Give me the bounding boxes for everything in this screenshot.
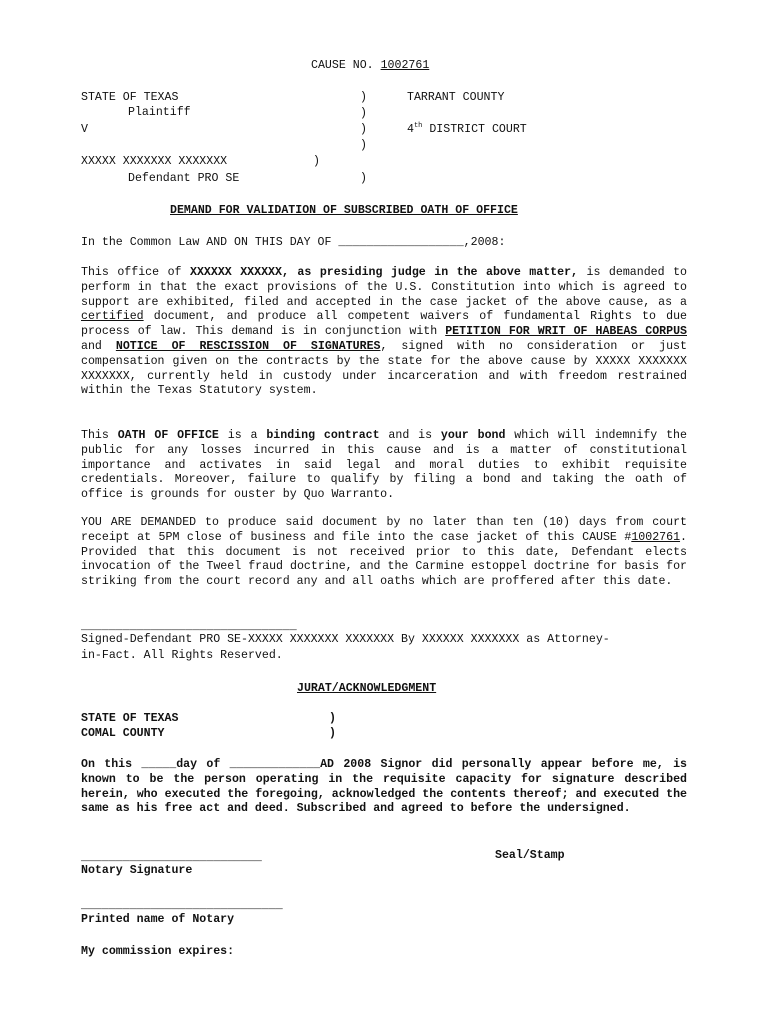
caption-paren: ) <box>360 91 367 104</box>
paragraph-demand: This office of XXXXXX XXXXXX, as presiding judge in the above matter, is demanded to perform in that the exact provisions of the U.S. Constitution into which is agreed to support are exhibited, filed and accepted in the case jacket of the above cause, as a certified document, and produce all competent waivers of fundamental Rights to due process of law. This demand is in conjunction with PETITION FOR WRIT OF HABEAS CORPUS and NOTICE OF RESCISSION OF SIGNATURES, signed with no consideration or just compensation given on the contracts by the state for the above cause by XXXXX XXXXXXX XXXXXXX, currently held in custody under incarceration and with freedom restrained within the Texas Statutory system. <box>81 266 687 398</box>
caption-paren: ) <box>360 172 367 185</box>
judge-name: XXXXXX XXXXXX, as presiding judge in the above matter, <box>189 266 578 279</box>
plaintiff-name: STATE OF TEXAS <box>81 91 179 104</box>
habeas-corpus-ref: PETITION FOR WRIT OF HABEAS CORPUS <box>445 325 687 339</box>
jurat-county: COMAL COUNTY <box>81 727 165 740</box>
signature-line: _______________________________ <box>81 620 297 633</box>
seal-stamp-label: Seal/Stamp <box>495 849 565 862</box>
caption-paren: ) <box>360 123 367 136</box>
rescission-ref: NOTICE OF RESCISSION OF SIGNATURES <box>115 339 381 353</box>
court-name: DISTRICT COURT <box>422 123 527 136</box>
cause-number-value: 1002761 <box>380 59 430 72</box>
versus: V <box>81 123 88 136</box>
caption-paren: ) <box>313 155 320 168</box>
cause-number <box>311 59 429 74</box>
jurat-paragraph: On this _____day of _____________AD 2008 Signor did personally appear before me, is known to be the person operating in the requisite capacity for signature described herein, who executed the foregoing, acknowledged the contents thereof; and executed the same as his free act and deed. Subscribed and agreed to before the undersigned. <box>81 758 687 816</box>
paragraph-oath: This OATH OF OFFICE is a binding contract and is your bond which will indemnify the public for any losses incurred in this cause and is a matter of constitutional importance and activates in said legal and moral duties to exhibit requisite credentials. Moreover, failure to qualify by filing a bond and taking the oath of office is grounds for ouster by Quo Warranto. <box>81 429 687 502</box>
defendant-name: XXXXX XXXXXXX XXXXXXX <box>81 155 228 168</box>
notary-signature-line: __________________________ <box>81 851 262 864</box>
jurat-state: STATE OF TEXAS <box>81 712 179 725</box>
document-title: DEMAND FOR VALIDATION OF SUBSCRIBED OATH OF OFFICE <box>170 204 518 217</box>
jurat-paren: ) <box>329 712 336 725</box>
caption-paren: ) <box>360 139 367 152</box>
binding-contract: binding contract <box>266 429 380 442</box>
signed-line-2: in-Fact. All Rights Reserved. <box>81 649 283 662</box>
certified-word: certified <box>81 310 144 324</box>
plaintiff-role: Plaintiff <box>128 106 191 119</box>
county: TARRANT COUNTY <box>407 91 505 104</box>
defendant-role: Defendant PRO SE <box>128 172 240 185</box>
commission-expires: My commission expires: <box>81 945 235 958</box>
signed-line-1: Signed-Defendant PRO SE-XXXXX XXXXXXX XXXXXXX By XXXXXX XXXXXXX as Attorney- <box>81 633 610 646</box>
court-number: 4 <box>407 123 414 136</box>
paragraph-deadline: YOU ARE DEMANDED to produce said document by no later than ten (10) days from court receipt at 5PM close of business and file into the case jacket of this CAUSE #1002761. Provided that this document is not received prior to this date, Defendant elects invocation of the Tweel fraud doctrine, and the Carmine estoppel doctrine for basis for striking from the court record any and all oaths which are proffered after this date. <box>81 516 687 589</box>
cause-ref: 1002761 <box>631 530 681 544</box>
cause-label: CAUSE NO. <box>311 59 381 72</box>
jurat-paren: ) <box>329 727 336 740</box>
printed-name-label: Printed name of Notary <box>81 913 235 926</box>
intro-line: In the Common Law AND ON THIS DAY OF __________________,2008: <box>81 236 506 249</box>
notary-signature-label: Notary Signature <box>81 864 193 877</box>
caption-paren: ) <box>360 107 367 120</box>
jurat-title: JURAT/ACKNOWLEDGMENT <box>297 682 437 695</box>
printed-name-line: _____________________________ <box>81 899 283 912</box>
oath-of-office: OATH OF OFFICE <box>117 429 219 442</box>
your-bond: your bond <box>440 429 506 442</box>
court-superscript: th <box>413 122 423 131</box>
court <box>407 123 527 138</box>
